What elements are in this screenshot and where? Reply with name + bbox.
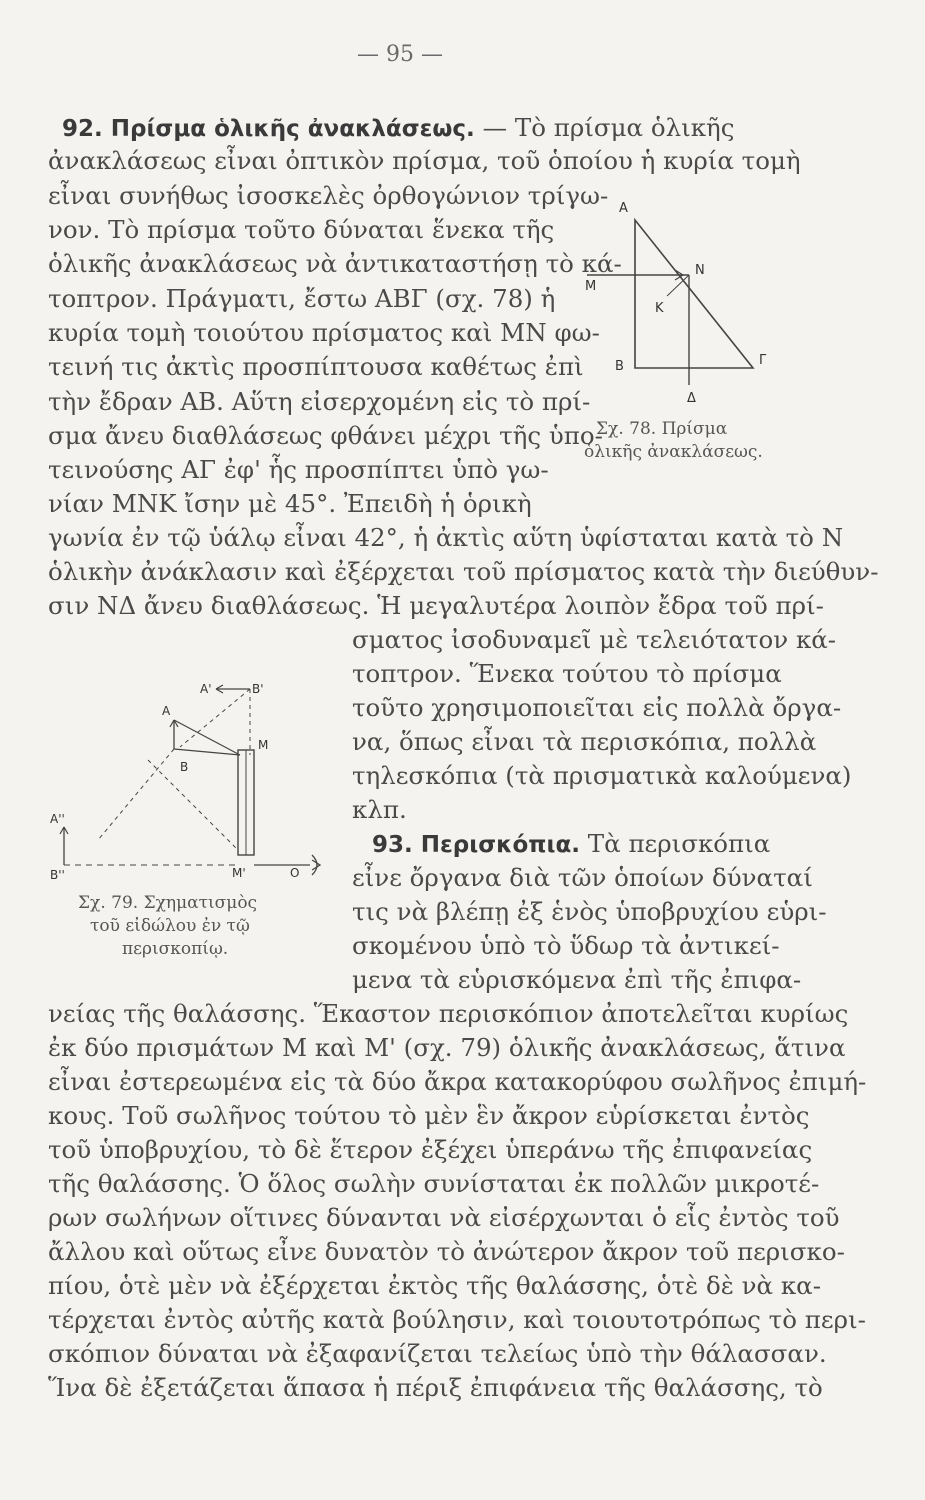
- section-93-line: κους. Τοῦ σωλῆνος τούτου τὸ μὲν ἓν ἄκρον εὑρίσκεται ἐντὸς: [48, 1101, 810, 1130]
- section-92-line: κυρία τομὴ τοιούτου πρίσματος καὶ ΜΝ φω-: [48, 318, 600, 347]
- label-m: M: [585, 279, 597, 294]
- section-93-line: σκομένου ὑπὸ τὸ ὕδωρ τὰ ἀντικεί-: [352, 931, 780, 960]
- label-b-double-prime: B'': [50, 868, 65, 882]
- label-o: O: [290, 866, 300, 880]
- section-93-line: εἶναι ἐστερεωμένα εἰς τὰ δύο ἄκρα κατακορύφου σωλῆνος ἐπιμή-: [48, 1067, 867, 1096]
- section-92-line: κλπ.: [352, 795, 407, 824]
- section-93-line: ἄλλου καὶ οὕτως εἶνε δυνατὸν τὸ ἀνώτερον ἄκρον τοῦ περισκο-: [48, 1237, 845, 1266]
- section-92-line: τηλεσκόπια (τὰ πρισματικὰ καλούμενα): [352, 761, 852, 790]
- section-92-line: νίαν ΜΝΚ ἴσην μὲ 45°. Ἐπειδὴ ἡ ὁρικὴ: [48, 489, 532, 518]
- section-92-line: τοπτρον. Ἕνεκα τούτου τὸ πρίσμα: [352, 659, 782, 688]
- section-93-line: ρων σωλήνων οἵτινες δύνανται νὰ εἰσέρχωνται ὁ εἷς ἐντὸς τοῦ: [48, 1203, 840, 1232]
- eye-icon: [312, 855, 320, 875]
- section-92-line: νον. Τὸ πρίσμα τοῦτο δύναται ἕνεκα τῆς: [48, 215, 555, 244]
- section-92-heading: 92. Πρίσμα ὁλικῆς ἀνακλάσεως.: [62, 116, 475, 142]
- dashed-ray: [180, 689, 250, 747]
- label-m-prime: M': [232, 866, 246, 880]
- section-93-line: νείας τῆς θαλάσσης. Ἕκαστον περισκόπιον ἀποτελεῖται κυρίως: [48, 999, 849, 1028]
- section-92-line: τεινούσης ΑΓ ἐφ' ἧς προσπίπτει ὑπὸ γω-: [48, 455, 549, 484]
- page-number: — 95 —: [357, 42, 443, 67]
- label-m: M: [258, 738, 269, 752]
- label-a-double-prime: A'': [50, 812, 65, 826]
- label-g: Γ: [759, 353, 767, 368]
- figure-79-periscope-diagram: [40, 655, 330, 895]
- section-93-line: ἐκ δύο πρισμάτων Μ καὶ Μ' (σχ. 79) ὁλικῆς ἀνακλάσεως, ἅτινα: [48, 1033, 846, 1062]
- section-93-line: πίου, ὁτὲ μὲν νὰ ἐξέρχεται ἐκτὸς τῆς θαλάσσης, ὁτὲ δὲ νὰ κα-: [48, 1271, 822, 1300]
- label-a: A: [619, 201, 628, 216]
- section-92-line: ἀνακλάσεως εἶναι ὀπτικὸν πρίσμα, τοῦ ὁποίου ἡ κυρία τομὴ: [48, 146, 801, 175]
- section-92-text: — Τὸ πρίσμα ὁλικῆς: [482, 113, 735, 142]
- label-a-prime: A': [200, 682, 212, 696]
- section-92-line: εἶναι συνήθως ἰσοσκελὲς ὀρθογώνιον τρίγω-: [48, 181, 609, 210]
- dashed-ray: [98, 749, 174, 840]
- prism-triangle: [635, 220, 753, 368]
- section-92-line: τεινή τις ἀκτὶς προσπίπτουσα καθέτως ἐπὶ: [48, 352, 584, 381]
- section-93-line: τοῦ ὑποβρυχίου, τὸ δὲ ἕτερον ἐξέχει ὑπεράνω τῆς ἐπιφανείας: [48, 1135, 813, 1164]
- figure-78-caption-1: Σχ. 78. Πρίσμα: [596, 419, 728, 439]
- section-93-text: Τὰ περισκόπια: [587, 829, 771, 858]
- section-93-line: Ἵνα δὲ ἐξετάζεται ἅπασα ἡ πέριξ ἐπιφάνεια τῆς θαλάσσης, τὸ: [48, 1373, 823, 1402]
- dashed-ray: [148, 760, 238, 850]
- figure-79-caption-1: Σχ. 79. Σχηματισμὸς: [78, 893, 258, 913]
- label-k: K: [655, 301, 664, 316]
- figure-79-caption-3: περισκοπίῳ.: [122, 939, 229, 959]
- figure-79-caption-2: τοῦ εἰδώλου ἐν τῷ: [90, 916, 250, 936]
- section-93-line: σκόπιον δύναται νὰ ἐξαφανίζεται τελείως ὑπὸ τὴν θάλασσαν.: [48, 1339, 827, 1368]
- section-93-line: τις νὰ βλέπῃ ἐξ ἑνὸς ὑποβρυχίου εὑρι-: [352, 897, 827, 926]
- section-92-line: τοπτρον. Πράγματι, ἔστω ΑΒΓ (σχ. 78) ἡ: [48, 284, 556, 313]
- section-92-line: τὴν ἔδραν ΑΒ. Αὕτη εἰσερχομένη εἰς τὸ πρί-: [48, 387, 591, 416]
- section-93-line-0: [372, 829, 770, 860]
- section-93-line: τέρχεται ἐντὸς αὐτῆς κατὰ βούλησιν, καὶ τοιουτοτρόπως τὸ περι-: [48, 1305, 866, 1334]
- section-93-line: μενα τὰ εὑρισκόμενα ἐπὶ τῆς ἐπιφα-: [352, 965, 802, 994]
- section-92-line: ὁλικὴν ἀνάκλασιν καὶ ἐξέρχεται τοῦ πρίσματος κατὰ τὴν διεύθυν-: [48, 557, 879, 586]
- label-a: A: [162, 704, 171, 718]
- section-93-heading: 93. Περισκόπια.: [372, 832, 580, 858]
- figure-78-caption-2: ὁλικῆς ἀνακλάσεως.: [584, 442, 763, 462]
- section-92-line: να, ὅπως εἶναι τὰ περισκόπια, πολλὰ: [352, 727, 817, 756]
- section-92-line-0: [62, 113, 734, 144]
- section-92-line: τοῦτο χρησιμοποιεῖται εἰς πολλὰ ὄργα-: [352, 693, 842, 722]
- figure-78-prism-diagram: [575, 190, 795, 406]
- label-n: N: [695, 263, 705, 278]
- label-b: B: [615, 359, 624, 374]
- section-92-line: ὁλικῆς ἀνακλάσεως νὰ ἀντικαταστήσῃ τὸ κά-: [48, 249, 622, 278]
- section-92-line: σιν ΝΔ ἄνευ διαθλάσεως. Ἡ μεγαλυτέρα λοιπὸν ἔδρα τοῦ πρί-: [48, 591, 824, 620]
- label-b: B: [180, 760, 189, 774]
- section-93-line: εἶνε ὄργανα διὰ τῶν ὁποίων δύναταί: [352, 863, 813, 892]
- section-93-line: τῆς θαλάσσης. Ὁ ὅλος σωλὴν συνίσταται ἐκ πολλῶν μικροτέ-: [48, 1169, 820, 1198]
- section-92-line: σματος ἰσοδυναμεῖ μὲ τελειότατον κά-: [352, 625, 837, 654]
- section-92-line: σμα ἄνευ διαθλάσεως φθάνει μέχρι τῆς ὑπο-: [48, 421, 603, 450]
- label-b-prime: B': [252, 682, 264, 696]
- label-d: Δ: [687, 391, 696, 406]
- section-92-line: γωνία ἐν τῷ ὑάλῳ εἶναι 42°, ἡ ἀκτὶς αὕτη ὑφίσταται κατὰ τὸ Ν: [48, 523, 844, 552]
